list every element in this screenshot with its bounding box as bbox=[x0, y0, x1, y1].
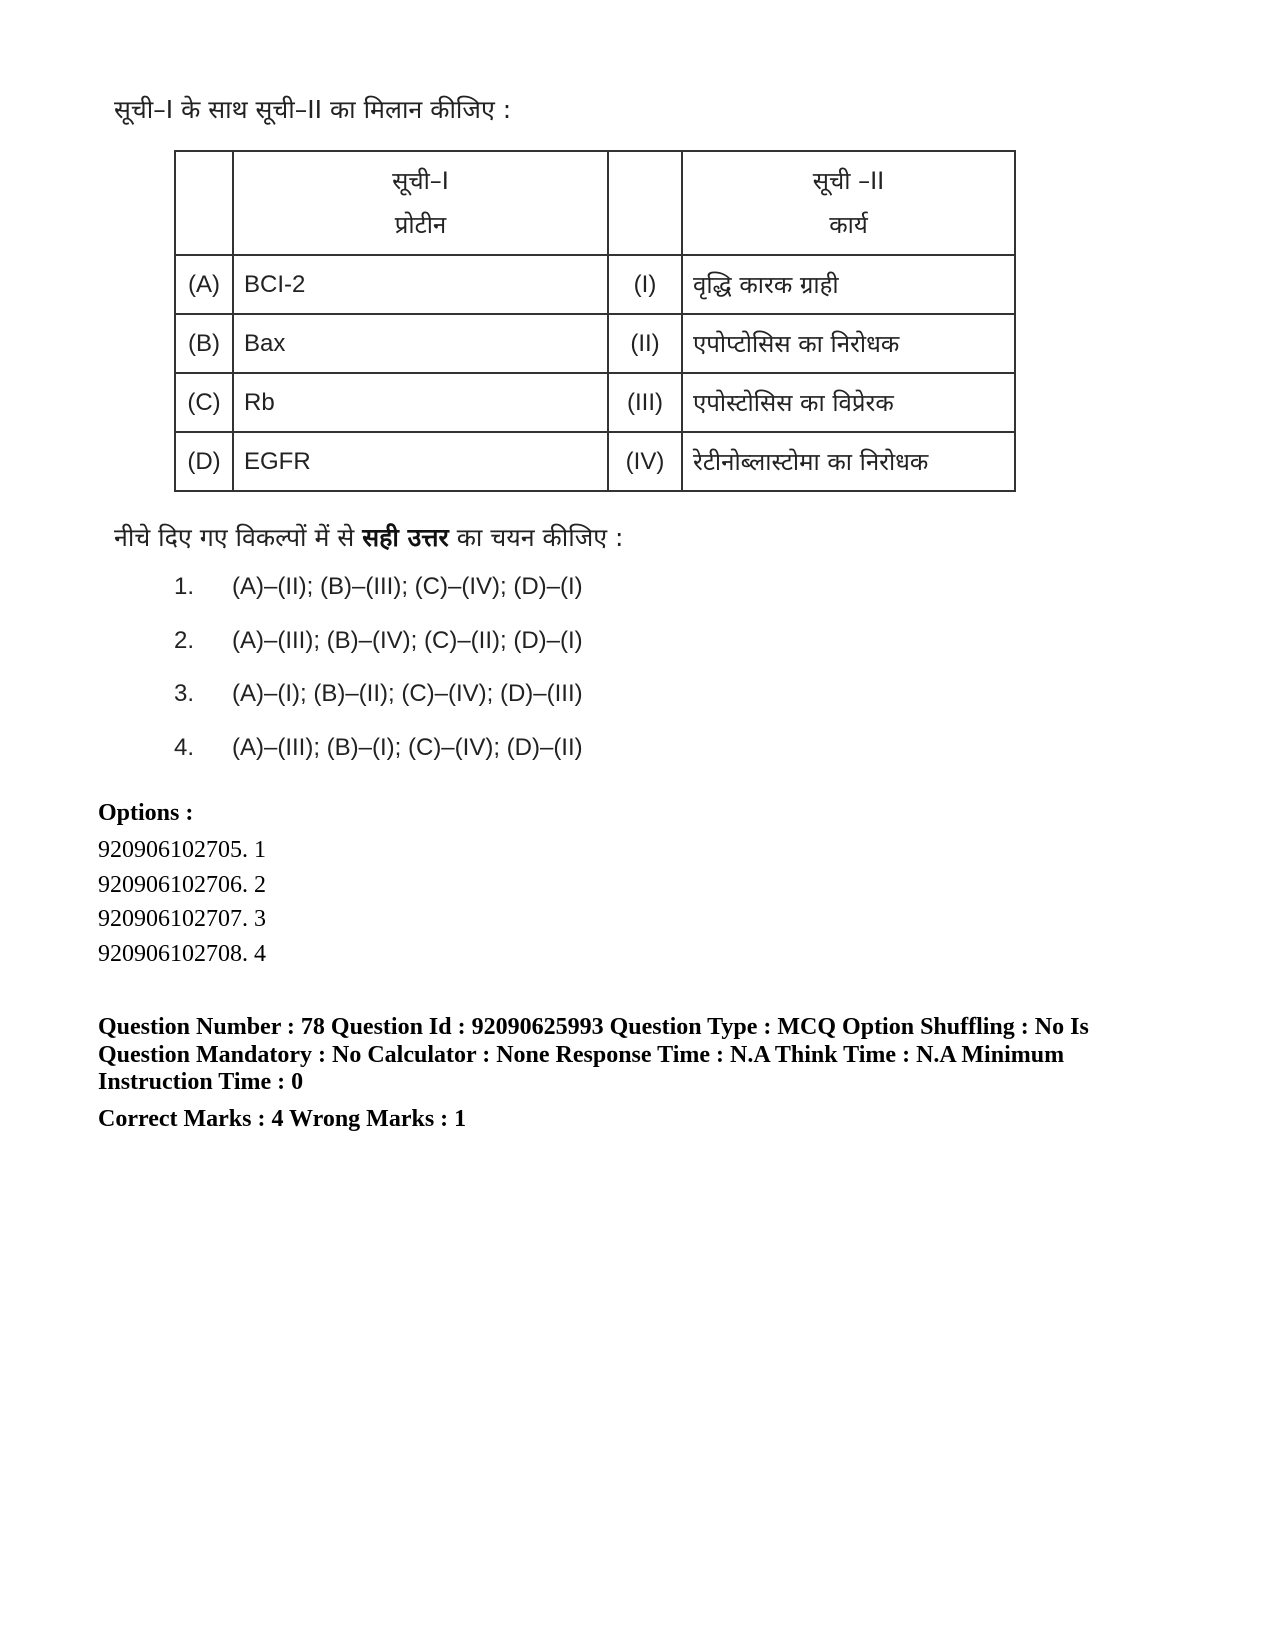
choice-number: 4. bbox=[174, 733, 195, 761]
row-function: वृद्धि कारक ग्राही bbox=[682, 255, 1015, 314]
row-function-label: (III) bbox=[608, 373, 682, 432]
choice-item bbox=[174, 734, 583, 788]
choice-item bbox=[174, 627, 583, 681]
option-item: 920906102706. 2 bbox=[98, 871, 266, 898]
option-item: 920906102708. 4 bbox=[98, 940, 266, 967]
choice-text: (A)–(III); (B)–(I); (C)–(IV); (D)–(II) bbox=[232, 733, 583, 761]
options-heading: Options : bbox=[98, 800, 194, 826]
options-list bbox=[98, 833, 266, 971]
row-protein: BCI-2 bbox=[233, 255, 608, 314]
row-function: एपोप्टोसिस का निरोधक bbox=[682, 314, 1015, 373]
option-item: 920906102707. 3 bbox=[98, 906, 266, 932]
choose-suffix: का चयन कीजिए : bbox=[448, 523, 624, 552]
match-table bbox=[174, 150, 1016, 492]
row-function-label: (II) bbox=[608, 314, 682, 373]
choose-instruction bbox=[114, 520, 623, 554]
row-function: एपोस्टोसिस का विप्रेरक bbox=[682, 373, 1015, 432]
row-label: (A) bbox=[175, 255, 233, 314]
header-list-2-sub: कार्य bbox=[829, 211, 868, 239]
header-list-1-sub: प्रोटीन bbox=[394, 211, 447, 239]
question-info: Question Number : 78 Question Id : 92090625993 Question Type : MCQ Option Shuffling : No Is Question Mandatory : No Calculator : None Response Time : N.A Think Time : N.A Minimum Instruction Time : 0 bbox=[98, 1014, 1089, 1095]
choice-number: 1. bbox=[174, 573, 195, 600]
choice-text: (A)–(I); (B)–(II); (C)–(IV); (D)–(III) bbox=[232, 680, 583, 707]
row-protein: Bax bbox=[233, 314, 608, 373]
choice-number: 2. bbox=[174, 626, 195, 654]
table-row bbox=[175, 373, 1015, 432]
header-blank-right bbox=[608, 151, 682, 255]
choice-item bbox=[174, 573, 583, 627]
row-label: (B) bbox=[175, 314, 233, 373]
table-row bbox=[175, 432, 1015, 491]
row-protein: Rb bbox=[233, 373, 608, 432]
row-label: (C) bbox=[175, 373, 233, 432]
row-function: रेटीनोब्लास्टोमा का निरोधक bbox=[682, 432, 1015, 491]
row-protein: EGFR bbox=[233, 432, 608, 491]
row-function-label: (IV) bbox=[608, 432, 682, 491]
table-header-row bbox=[175, 151, 1015, 255]
choose-prefix: नीचे दिए गए विकल्पों में से bbox=[114, 523, 363, 552]
question-instruction: सूची–I के साथ सूची–II का मिलान कीजिए : bbox=[114, 95, 512, 124]
option-item: 920906102705. 1 bbox=[98, 837, 266, 863]
choice-item bbox=[174, 680, 583, 734]
table-row bbox=[175, 314, 1015, 373]
answer-choices bbox=[174, 573, 583, 787]
marks-info: Correct Marks : 4 Wrong Marks : 1 bbox=[98, 1106, 467, 1132]
choose-bold: सही उत्तर bbox=[362, 523, 449, 552]
header-list-2 bbox=[682, 151, 1015, 255]
table-row bbox=[175, 255, 1015, 314]
header-list-1 bbox=[233, 151, 608, 255]
row-function-label: (I) bbox=[608, 255, 682, 314]
header-list-1-title: सूची–I bbox=[392, 167, 449, 195]
row-label: (D) bbox=[175, 432, 233, 491]
choice-text: (A)–(II); (B)–(III); (C)–(IV); (D)–(I) bbox=[232, 573, 583, 600]
choice-number: 3. bbox=[174, 680, 195, 707]
header-list-2-title: सूची –II bbox=[812, 167, 885, 195]
header-blank-left bbox=[175, 151, 233, 255]
choice-text: (A)–(III); (B)–(IV); (C)–(II); (D)–(I) bbox=[232, 626, 583, 654]
